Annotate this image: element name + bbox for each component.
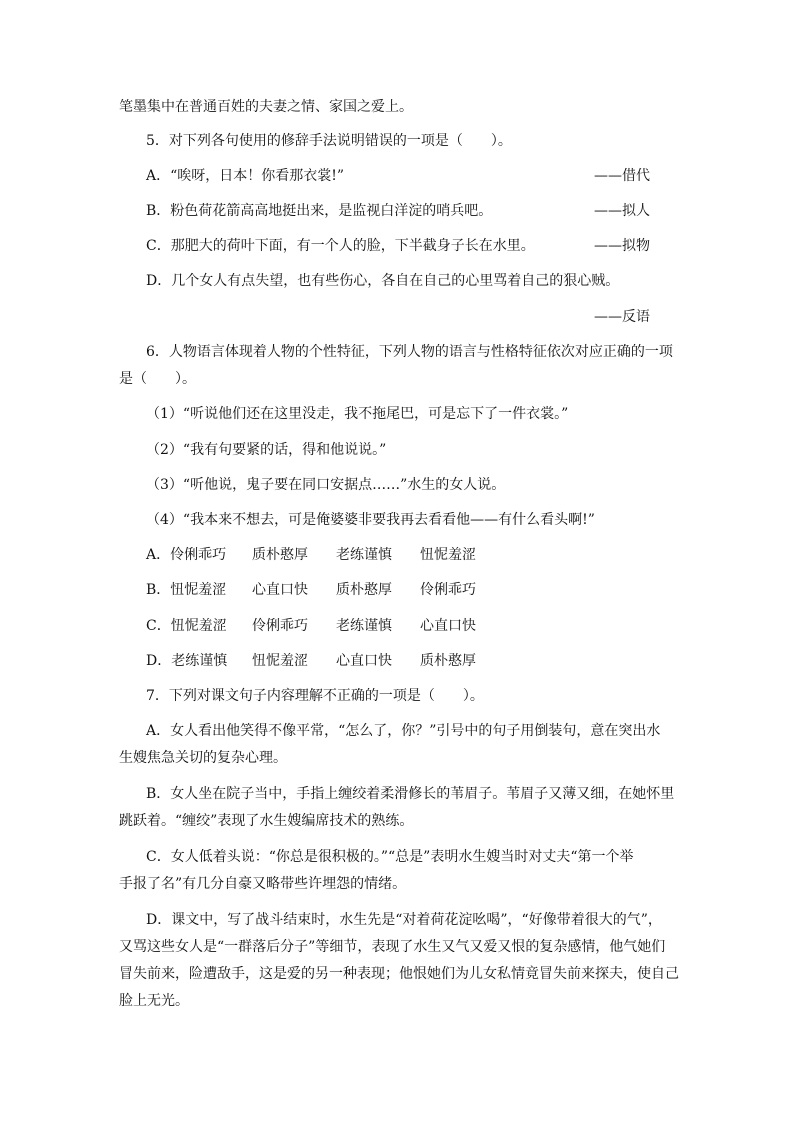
q7-option-c-line2: 手报了名”有几分自豪又略带些许埋怨的情绪。 <box>119 876 407 892</box>
q5-option-c-text: C．那肥大的荷叶下面，有一个人的脸，下半截身子长在水里。 <box>146 238 535 254</box>
q5-option-d-device: ——反语 <box>594 309 650 325</box>
q6-option-b-4: 伶俐乖巧 <box>420 582 476 598</box>
q6-quote-4: （4）“我本来不想去，可是俺婆婆非要我再去看看他——有什么看头啊!” <box>146 512 595 528</box>
q6-option-a-3: 老练谨慎 <box>336 547 392 563</box>
q5-option-b-device: ——拟人 <box>594 203 650 219</box>
q6-option-c <box>146 616 546 636</box>
q5-stem: 5．对下列各句使用的修辞手法说明错误的一项是（ ）。 <box>146 133 512 149</box>
q6-option-d <box>146 651 546 671</box>
q6-stem-line1: 6．人物语言体现着人物的个性特征，下列人物的语言与性格特征依次对应正确的一项 <box>146 344 673 360</box>
q6-option-d-3: 心直口快 <box>336 653 392 669</box>
q5-option-a-text: A．“唉呀，日本！你看那衣裳!” <box>146 168 345 184</box>
q7-stem: 7．下列对课文句子内容理解不正确的一项是（ ）。 <box>146 688 484 704</box>
q6-option-b-3: 质朴憨厚 <box>336 582 392 598</box>
q6-option-c-3: 老练谨慎 <box>336 618 392 634</box>
q7-option-a-line2: 生嫂焦急关切的复杂心理。 <box>119 750 287 766</box>
q5-option-a-device: ——借代 <box>594 168 650 184</box>
intro-tail-line: 笔墨集中在普通百姓的夫妻之情、家国之爱上。 <box>119 99 413 115</box>
q7-option-b-line2: 跳跃着。“缠绞”表现了水生嫂编席技术的熟练。 <box>119 813 414 829</box>
q6-option-b-2: 心直口快 <box>252 582 308 598</box>
q6-option-c-1: C．忸怩羞涩 <box>146 618 227 634</box>
q6-option-a-1: A．伶俐乖巧 <box>146 547 227 563</box>
q6-stem-line2: 是（ ）。 <box>119 371 196 387</box>
q6-quote-2: （2）“我有句要紧的话，得和他说说。” <box>146 442 387 458</box>
q6-option-c-4: 心直口快 <box>420 618 476 634</box>
q7-option-d-line4: 脸上无光。 <box>119 993 189 1009</box>
q7-option-d-line2: 又骂这些女人是“一群落后分子”等细节，表现了水生又气又爱又恨的复杂感情，他气她们 <box>119 939 666 955</box>
q7-option-b-line1: B．女人坐在院子当中，手指上缠绞着柔滑修长的苇眉子。苇眉子又薄又细，在她怀里 <box>146 786 675 802</box>
q6-option-b-1: B．忸怩羞涩 <box>146 582 227 598</box>
q6-option-b <box>146 580 546 600</box>
q6-option-a-4: 忸怩羞涩 <box>420 547 476 563</box>
q6-option-d-1: D．老练谨慎 <box>146 653 228 669</box>
q5-option-c <box>146 236 676 256</box>
q5-option-c-device: ——拟物 <box>594 238 650 254</box>
q7-option-d-line1: D．课文中，写了战斗结束时，水生先是“对着荷花淀吆喝”，“好像带着很大的气”， <box>146 912 662 928</box>
q7-option-c-line1: C．女人低着头说：“你总是很积极的。”“总是”表明水生嫂当时对丈夫“第一个举 <box>146 849 634 865</box>
q5-option-a <box>146 166 676 186</box>
q6-option-c-2: 伶俐乖巧 <box>252 618 308 634</box>
q6-option-d-4: 质朴憨厚 <box>420 653 476 669</box>
q6-option-d-2: 忸怩羞涩 <box>252 653 308 669</box>
q5-option-b <box>146 201 676 221</box>
q6-option-a-2: 质朴憨厚 <box>252 547 308 563</box>
q6-quote-3: （3）“听他说，鬼子要在同口安据点……”水生的女人说。 <box>146 477 506 493</box>
q5-option-d-text: D．几个女人有点失望，也有些伤心，各自在自己的心里骂着自己的狠心贼。 <box>146 273 620 289</box>
q5-option-b-text: B．粉色荷花箭高高地挺出来，是监视白洋淀的哨兵吧。 <box>146 203 493 219</box>
q6-quote-1: （1）“听说他们还在这里没走，我不拖尾巴，可是忘下了一件衣裳。” <box>146 406 569 422</box>
q7-option-a-line1: A．女人看出他笑得不像平常，“怎么了，你？”引号中的句子用倒装句，意在突出水 <box>146 723 661 739</box>
q6-option-a <box>146 545 546 565</box>
q5-option-d <box>146 271 676 291</box>
q7-option-d-line3: 冒失前来，险遭敌手，这是爱的另一种表现；他恨她们为儿女私情竟冒失前来探夫，使自己 <box>119 966 679 982</box>
